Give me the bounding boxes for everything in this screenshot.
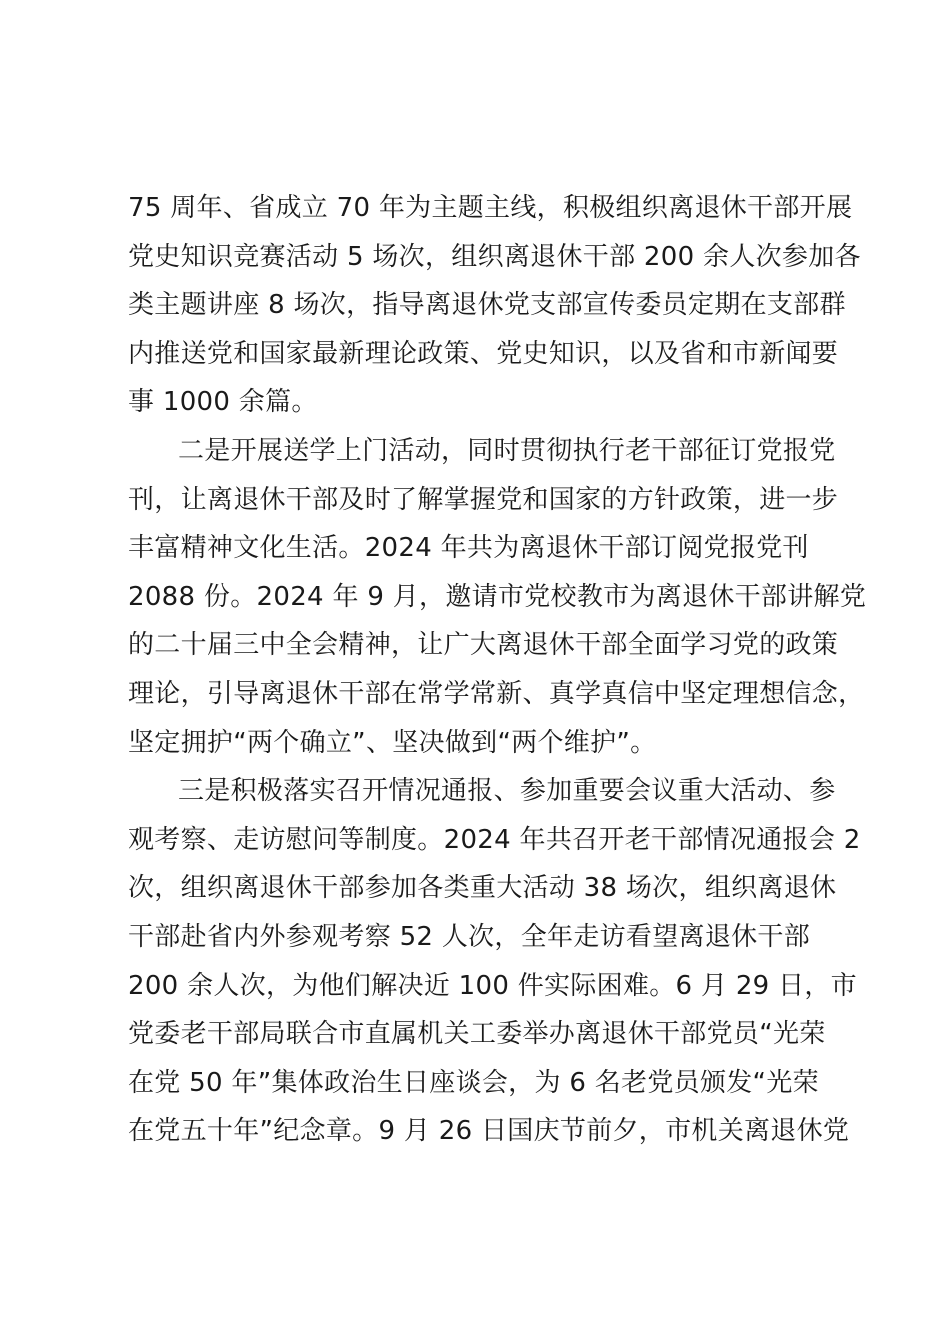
paragraph-2-line-3: 丰富精神文化生活。2024 年共为离退休干部订阅党报党刊 (128, 533, 809, 564)
paragraph-1-line-1: 75 周年、省成立 70 年为主题主线，积极组织离退休干部开展 (128, 193, 853, 223)
paragraph-2-line-4: 2088 份。2024 年 9 月，邀请市党校教市为离退休干部讲解党 (128, 581, 867, 612)
document-body (128, 184, 867, 1156)
paragraph-1-line-3: 类主题讲座 8 场次，指导离退休党支部宣传委员定期在支部群 (128, 290, 846, 321)
paragraph-2-line-2: 刊，让离退休干部及时了解掌握党和国家的方针政策，进一步 (128, 484, 839, 515)
paragraph-3-line-3: 次，组织离退休干部参加各类重大活动 38 场次，组织离退休 (128, 873, 837, 904)
paragraph-1-line-4: 内推送党和国家最新理论政策、党史知识，以及省和市新闻要 (128, 338, 839, 369)
paragraph-3-line-7: 在党 50 年”集体政治生日座谈会，为 6 名老党员颁发“光荣 (128, 1067, 819, 1098)
paragraph-3-line-4: 干部赴省内外参观考察 52 人次，全年走访看望离退休干部 (128, 921, 811, 952)
paragraph-2-line-1: 二是开展送学上门活动，同时贯彻执行老干部征订党报党 (178, 435, 836, 466)
paragraph-1-line-5: 事 1000 余篇。 (128, 387, 318, 418)
paragraph-2-line-5: 的二十届三中全会精神，让广大离退休干部全面学习党的政策 (128, 630, 839, 661)
paragraph-3-line-5: 200 余人次，为他们解决近 100 件实际困难。6 月 29 日，市 (128, 970, 857, 1001)
paragraph-3-line-2: 观考察、走访慰问等制度。2024 年共召开老干部情况通报会 2 (128, 824, 861, 855)
paragraph-3-line-1: 三是积极落实召开情况通报、参加重要会议重大活动、参 (178, 776, 836, 807)
paragraph-3-line-6: 党委老干部局联合市直属机关工委举办离退休干部党员“光荣 (128, 1019, 826, 1050)
paragraph-1-line-2: 党史知识竞赛活动 5 场次，组织离退休干部 200 余人次参加各 (128, 241, 861, 272)
paragraph-2-line-7: 坚定拥护“两个确立”、坚决做到“两个维护”。 (128, 727, 657, 758)
paragraph-3-line-8: 在党五十年”纪念章。9 月 26 日国庆节前夕，市机关离退休党 (128, 1116, 850, 1147)
paragraph-2-line-6: 理论，引导离退休干部在常学常新、真学真信中坚定理想信念， (128, 678, 865, 709)
